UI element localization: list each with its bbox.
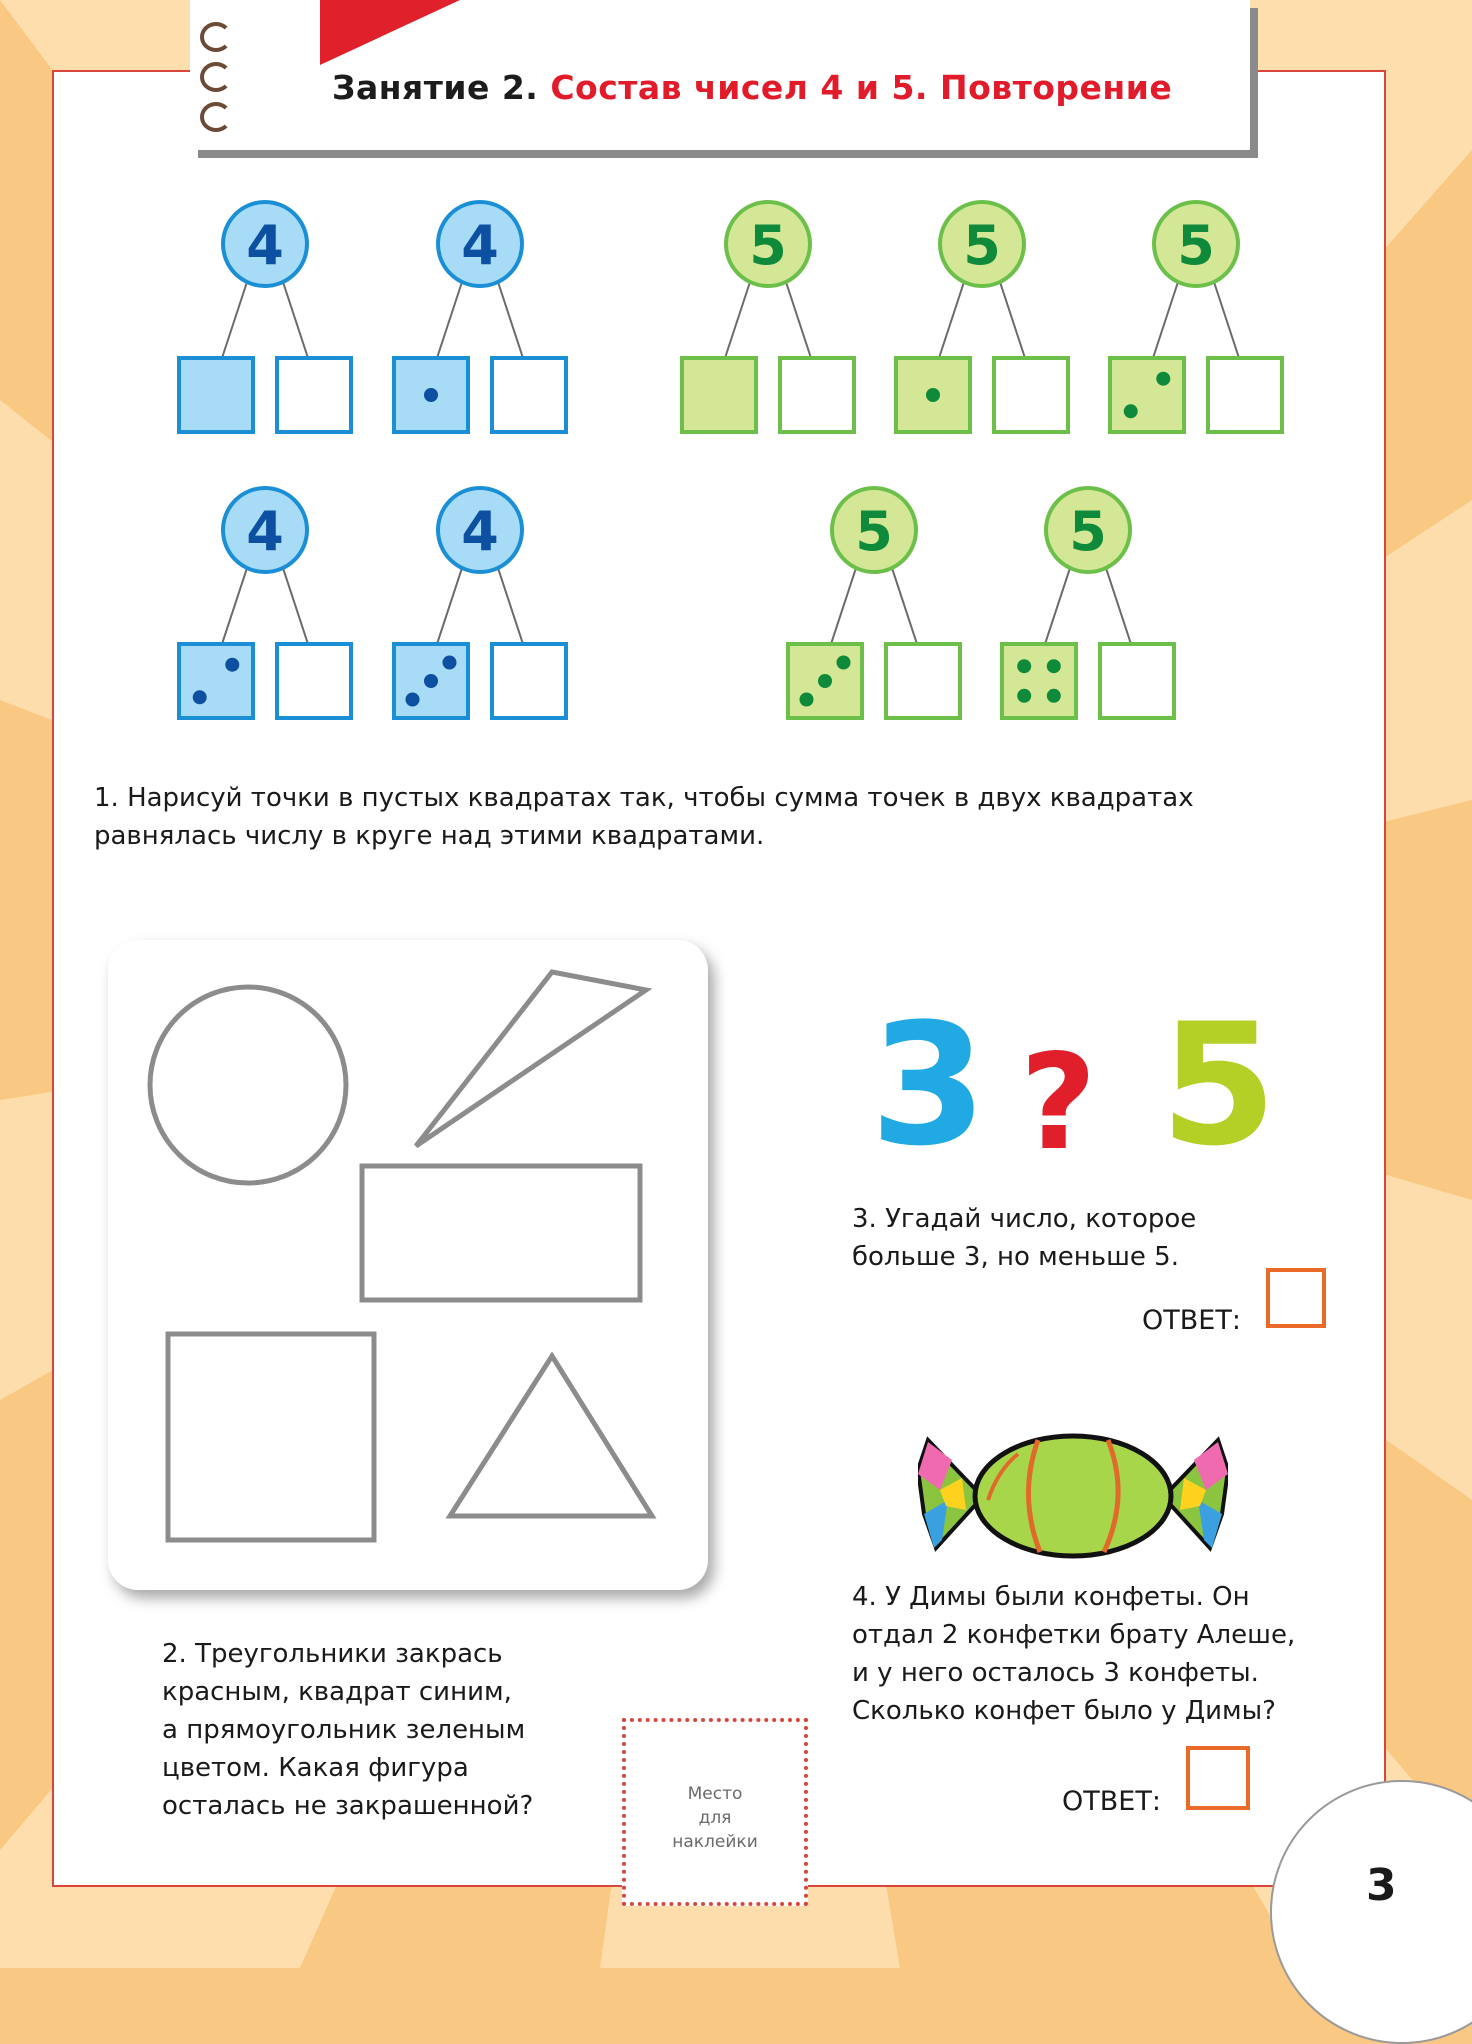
task4-text [852, 1578, 1295, 1730]
number-label: 4 [246, 500, 284, 563]
filled-square [682, 358, 756, 432]
task4-answer-label: ОТВЕТ: [1062, 1786, 1161, 1817]
task4-line: Сколько конфет было у Димы? [852, 1696, 1276, 1726]
task3-text [852, 1200, 1196, 1276]
task4-line: отдал 2 конфетки брату Алеше, [852, 1620, 1296, 1650]
empty-answer-square[interactable] [1100, 644, 1174, 718]
empty-answer-square[interactable] [492, 644, 566, 718]
number-tree [896, 202, 1068, 432]
circle-shape[interactable] [150, 987, 346, 1183]
dot [424, 674, 438, 688]
filled-square [179, 358, 253, 432]
number-label: 5 [1177, 214, 1215, 277]
thin-triangle-shape[interactable] [416, 972, 646, 1146]
task3-answer-box[interactable] [1266, 1268, 1326, 1328]
number-tree [179, 202, 351, 432]
number-label: 4 [246, 214, 284, 277]
tree-branch-right [1000, 282, 1025, 358]
dot [1124, 404, 1138, 418]
number-trees [0, 0, 1472, 760]
lesson-topic: Состав чисел 4 и 5. Повторение [538, 68, 1173, 107]
number-tree [682, 202, 854, 432]
tree-branch-right [283, 282, 308, 358]
page-number: 3 [1366, 1860, 1397, 1911]
task2-line: осталась не закрашенной? [162, 1791, 534, 1821]
tree-branch-right [283, 568, 308, 644]
number-label: 5 [963, 214, 1001, 277]
dot [800, 693, 814, 707]
tree-branch-right [498, 568, 523, 644]
empty-answer-square[interactable] [277, 358, 351, 432]
tree-branch-right [1214, 282, 1239, 358]
number-tree [394, 488, 566, 718]
dot [193, 690, 207, 704]
sticker-line: наклейки [672, 1832, 758, 1852]
number-label: 5 [1069, 500, 1107, 563]
task2-line: красным, квадрат синим, [162, 1677, 512, 1707]
task4-answer-box[interactable] [1186, 1746, 1250, 1810]
empty-answer-square[interactable] [277, 644, 351, 718]
dot [443, 656, 457, 670]
sticker-caption [626, 1782, 804, 1854]
tree-branch-left [725, 282, 750, 358]
tree-branch-left [1153, 282, 1178, 358]
dot [424, 388, 438, 402]
tree-branch-left [939, 282, 964, 358]
dot [1047, 659, 1061, 673]
filled-square [1002, 644, 1076, 718]
task2-line: 2. Треугольники закрась [162, 1639, 503, 1669]
dot [1017, 659, 1031, 673]
task1-text [94, 779, 1194, 855]
tree-branch-left [831, 568, 856, 644]
number-label: 4 [461, 214, 499, 277]
dot [818, 674, 832, 688]
tree-branch-right [1106, 568, 1131, 644]
dot [1017, 689, 1031, 703]
tree-branch-right [786, 282, 811, 358]
square-shape[interactable] [168, 1334, 374, 1540]
tree-branch-right [498, 282, 523, 358]
number-tree [1002, 488, 1174, 718]
tree-branch-left [437, 282, 462, 358]
sticker-line: для [698, 1808, 732, 1828]
triangle-shape[interactable] [450, 1356, 652, 1516]
question-mark: ? [1020, 1026, 1097, 1180]
shapes-drawing [108, 940, 708, 1590]
tree-branch-left [222, 568, 247, 644]
number-tree [394, 202, 566, 432]
rectangle-shape[interactable] [362, 1166, 640, 1300]
number-label: 5 [855, 500, 893, 563]
empty-answer-square[interactable] [994, 358, 1068, 432]
empty-answer-square[interactable] [1208, 358, 1282, 432]
dot [1156, 372, 1170, 386]
lesson-number: Занятие 2. [332, 68, 539, 107]
tree-branch-right [892, 568, 917, 644]
number-tree [788, 488, 960, 718]
number-three: 3 [870, 987, 987, 1183]
task2-line: цветом. Какая фигура [162, 1753, 469, 1783]
number-tree [1110, 202, 1282, 432]
task3-line: больше 3, но меньше 5. [852, 1242, 1179, 1272]
task4-line: и у него осталось 3 конфеты. [852, 1658, 1259, 1688]
tree-branch-left [222, 282, 247, 358]
sticker-placeholder[interactable] [622, 1718, 808, 1906]
number-five: 5 [1160, 987, 1277, 1183]
compare-numbers [870, 987, 1290, 1183]
task1-line: равнялась числу в круге над этими квадратами. [94, 821, 765, 851]
number-tree [179, 488, 351, 718]
filled-square [179, 644, 253, 718]
dot [1047, 689, 1061, 703]
sticker-line: Место [687, 1784, 743, 1804]
task1-line: 1. Нарисуй точки в пустых квадратах так, чтобы сумма точек в двух квадратах [94, 783, 1194, 813]
dot [926, 388, 940, 402]
empty-answer-square[interactable] [492, 358, 566, 432]
number-label: 4 [461, 500, 499, 563]
task2-line: а прямоугольник зеленым [162, 1715, 526, 1745]
task4-line: 4. У Димы были конфеты. Он [852, 1582, 1250, 1612]
dot [406, 693, 420, 707]
task2-text [162, 1635, 533, 1825]
empty-answer-square[interactable] [886, 644, 960, 718]
filled-square [1110, 358, 1184, 432]
tree-branch-left [437, 568, 462, 644]
task3-answer-label: ОТВЕТ: [1142, 1305, 1241, 1336]
number-label: 5 [749, 214, 787, 277]
dot [837, 656, 851, 670]
tree-branch-left [1045, 568, 1070, 644]
dot [225, 658, 239, 672]
task3-line: 3. Угадай число, которое [852, 1204, 1197, 1234]
candy-illustration [918, 1430, 1228, 1560]
empty-answer-square[interactable] [780, 358, 854, 432]
